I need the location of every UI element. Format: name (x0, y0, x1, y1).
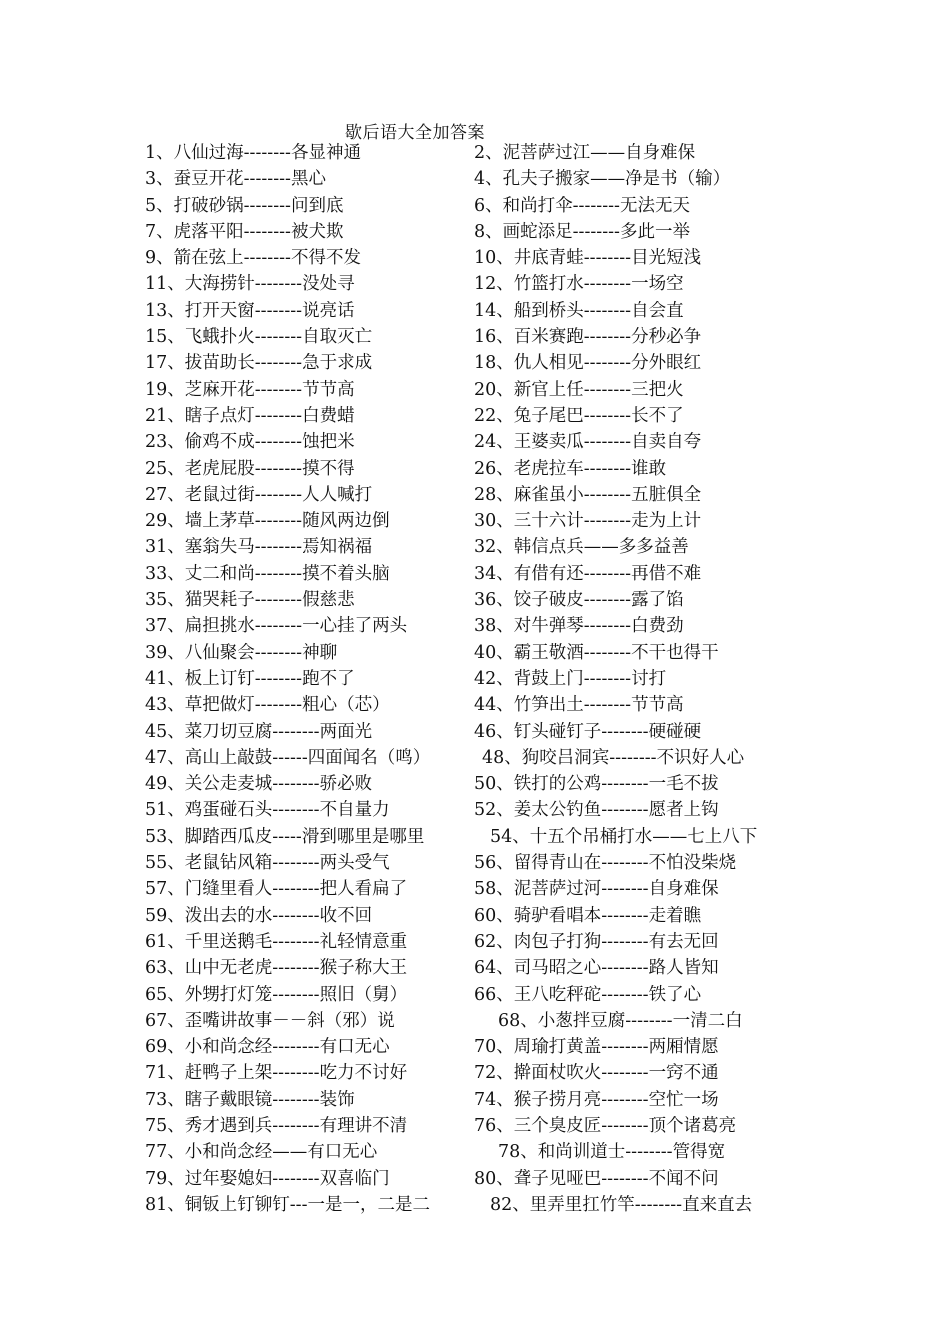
proverb-item: 9、箭在弦上--------不得不发 (145, 248, 361, 269)
proverb-item: 32、韩信点兵——多多益善 (474, 537, 689, 558)
proverb-row (0, 298, 950, 324)
proverb-item: 52、姜太公钓鱼--------愿者上钩 (474, 800, 719, 821)
proverb-item: 16、百米赛跑--------分秒必争 (474, 327, 702, 348)
proverb-row (0, 1087, 950, 1113)
proverb-row (0, 429, 950, 455)
proverb-row (0, 193, 950, 219)
proverb-item: 21、瞎子点灯--------白费蜡 (145, 405, 355, 426)
proverb-item: 69、小和尚念经--------有口无心 (145, 1037, 390, 1058)
proverb-item: 40、霸王敬酒--------不干也得干 (474, 642, 719, 663)
proverb-row (0, 1166, 950, 1192)
page-title: 歇后语大全加答案 (345, 123, 485, 143)
proverb-row (0, 903, 950, 929)
proverb-item: 8、画蛇添足--------多此一举 (474, 221, 690, 242)
proverb-item: 42、背鼓上门--------讨打 (474, 668, 667, 689)
proverb-item: 33、丈二和尚--------摸不着头脑 (145, 563, 390, 584)
proverb-item: 49、关公走麦城--------骄必败 (145, 774, 373, 795)
proverb-item: 27、老鼠过街--------人人喊打 (145, 484, 373, 505)
proverb-item: 46、钉头碰钉子--------硬碰硬 (474, 721, 702, 742)
proverb-item: 55、老鼠钻风箱--------两头受气 (145, 853, 390, 874)
proverb-row (0, 824, 950, 850)
proverb-item: 5、打破砂锅--------问到底 (145, 195, 344, 216)
proverb-item: 66、王八吃秤砣--------铁了心 (474, 984, 702, 1005)
proverb-item: 50、铁打的公鸡--------一毛不拔 (474, 774, 719, 795)
proverb-item: 44、竹笋出土--------节节高 (474, 695, 684, 716)
proverb-item: 58、泥菩萨过河--------自身难保 (474, 879, 719, 900)
proverb-row (0, 692, 950, 718)
proverb-item: 11、大海捞针--------没处寻 (145, 274, 355, 295)
proverb-row (0, 508, 950, 534)
proverb-row (0, 1034, 950, 1060)
proverb-row (0, 666, 950, 692)
proverb-item: 17、拔苗助长--------急于求成 (145, 353, 373, 374)
proverb-item: 54、十五个吊桶打水——七上八下 (490, 826, 758, 847)
proverb-item: 1、八仙过海--------各显神通 (145, 143, 361, 163)
proverb-row (0, 166, 950, 192)
proverb-item: 82、里弄里扛竹竿--------直来直去 (490, 1194, 753, 1215)
proverb-row (0, 982, 950, 1008)
proverb-row (0, 350, 950, 376)
proverb-item: 18、仇人相见--------分外眼红 (474, 353, 702, 374)
proverb-row (0, 929, 950, 955)
proverb-item: 62、肉包子打狗--------有去无回 (474, 931, 719, 952)
proverb-item: 37、扁担挑水--------一心挂了两头 (145, 616, 408, 637)
proverb-item: 68、小葱拌豆腐--------一清二白 (498, 1010, 743, 1031)
proverb-row (0, 534, 950, 560)
proverb-item: 71、赶鸭子上架--------吃力不讨好 (145, 1063, 408, 1084)
proverb-item: 75、秀才遇到兵--------有理讲不清 (145, 1115, 408, 1136)
proverb-list (0, 140, 950, 1218)
proverb-row (0, 482, 950, 508)
proverb-row (0, 456, 950, 482)
proverb-item: 4、孔夫子搬家——净是书（输） (474, 169, 731, 190)
proverb-row (0, 245, 950, 271)
proverb-item: 72、擀面杖吹火--------一窍不通 (474, 1063, 719, 1084)
proverb-row (0, 377, 950, 403)
proverb-row (0, 271, 950, 297)
proverb-row (0, 219, 950, 245)
proverb-item: 15、飞蛾扑火--------自取灭亡 (145, 327, 373, 348)
proverb-row (0, 745, 950, 771)
proverb-item: 22、兔子尾巴--------长不了 (474, 405, 684, 426)
proverb-item: 23、偷鸡不成--------蚀把米 (145, 432, 355, 453)
proverb-item: 51、鸡蛋碰石头--------不自量力 (145, 800, 390, 821)
proverb-item: 70、周瑜打黄盖--------两厢情愿 (474, 1037, 719, 1058)
proverb-row (0, 955, 950, 981)
proverb-item: 10、井底青蛙--------目光短浅 (474, 248, 702, 269)
proverb-item: 64、司马昭之心--------路人皆知 (474, 958, 719, 979)
proverb-item: 59、泼出去的水--------收不回 (145, 905, 373, 926)
proverb-item: 20、新官上任--------三把火 (474, 379, 684, 400)
proverb-row (0, 561, 950, 587)
proverb-item: 12、竹篮打水--------一场空 (474, 274, 684, 295)
proverb-item: 41、板上订钉--------跑不了 (145, 668, 355, 689)
proverb-item: 57、门缝里看人--------把人看扁了 (145, 879, 408, 900)
proverb-item: 3、蚕豆开花--------黑心 (145, 169, 326, 190)
proverb-item: 43、草把做灯--------粗心（芯） (145, 695, 390, 716)
proverb-item: 78、和尚训道士--------管得宽 (498, 1142, 726, 1163)
proverb-item: 26、老虎拉车--------谁敢 (474, 458, 667, 479)
proverb-row (0, 850, 950, 876)
proverb-item: 80、聋子见哑巴--------不闻不问 (474, 1168, 719, 1189)
proverb-item: 45、菜刀切豆腐--------两面光 (145, 721, 373, 742)
proverb-item: 34、有借有还--------再借不难 (474, 563, 702, 584)
proverb-item: 7、虎落平阳--------被犬欺 (145, 221, 344, 242)
proverb-item: 28、麻雀虽小--------五脏俱全 (474, 484, 702, 505)
proverb-item: 48、狗咬吕洞宾--------不识好人心 (482, 747, 745, 768)
proverb-row (0, 771, 950, 797)
proverb-item: 6、和尚打伞--------无法无天 (474, 195, 690, 216)
proverb-row (0, 403, 950, 429)
proverb-item: 67、歪嘴讲故事－－斜（邪）说 (145, 1010, 395, 1031)
proverb-item: 65、外甥打灯笼--------照旧（舅） (145, 984, 408, 1005)
proverb-item: 81、铜钣上钉铆钉---一是一，二是二 (145, 1194, 431, 1215)
proverb-item: 61、千里送鹅毛--------礼轻情意重 (145, 931, 408, 952)
proverb-item: 29、墙上茅草--------随风两边倒 (145, 511, 390, 532)
proverb-item: 36、饺子破皮--------露了馅 (474, 590, 684, 611)
proverb-item: 30、三十六计--------走为上计 (474, 511, 702, 532)
proverb-row (0, 640, 950, 666)
proverb-item: 14、船到桥头--------自会直 (474, 300, 684, 321)
proverb-item: 74、猴子捞月亮--------空忙一场 (474, 1089, 719, 1110)
proverb-row (0, 1192, 950, 1218)
proverb-item: 25、老虎屁股--------摸不得 (145, 458, 355, 479)
proverb-item: 19、芝麻开花--------节节高 (145, 379, 355, 400)
proverb-item: 24、王婆卖瓜--------自卖自夸 (474, 432, 702, 453)
proverb-item: 76、三个臭皮匠--------顶个诸葛亮 (474, 1115, 737, 1136)
proverb-item: 63、山中无老虎--------猴子称大王 (145, 958, 408, 979)
proverb-item: 60、骑驴看唱本--------走着瞧 (474, 905, 702, 926)
proverb-row (0, 1139, 950, 1165)
proverb-item: 56、留得青山在--------不怕没柴烧 (474, 853, 737, 874)
proverb-item: 53、脚踏西瓜皮-----滑到哪里是哪里 (145, 826, 425, 847)
proverb-row (0, 324, 950, 350)
proverb-item: 2、泥菩萨过江——自身难保 (474, 143, 696, 163)
proverb-item: 13、打开天窗--------说亮话 (145, 300, 355, 321)
proverb-item: 31、塞翁失马--------焉知祸福 (145, 537, 373, 558)
proverb-item: 38、对牛弹琴--------白费劲 (474, 616, 684, 637)
proverb-item: 77、小和尚念经——有口无心 (145, 1142, 378, 1163)
proverb-item: 79、过年娶媳妇--------双喜临门 (145, 1168, 390, 1189)
proverb-row (0, 587, 950, 613)
proverb-item: 73、瞎子戴眼镜--------装饰 (145, 1089, 355, 1110)
proverb-row (0, 797, 950, 823)
proverb-row (0, 1060, 950, 1086)
proverb-row (0, 1008, 950, 1034)
proverb-row (0, 140, 950, 166)
proverb-row (0, 613, 950, 639)
proverb-item: 35、猫哭耗子--------假慈悲 (145, 590, 355, 611)
proverb-row (0, 1113, 950, 1139)
proverb-row (0, 876, 950, 902)
proverb-row (0, 719, 950, 745)
proverb-item: 47、高山上敲鼓------四面闻名（鸣） (145, 747, 431, 768)
proverb-item: 39、八仙聚会--------神聊 (145, 642, 338, 663)
